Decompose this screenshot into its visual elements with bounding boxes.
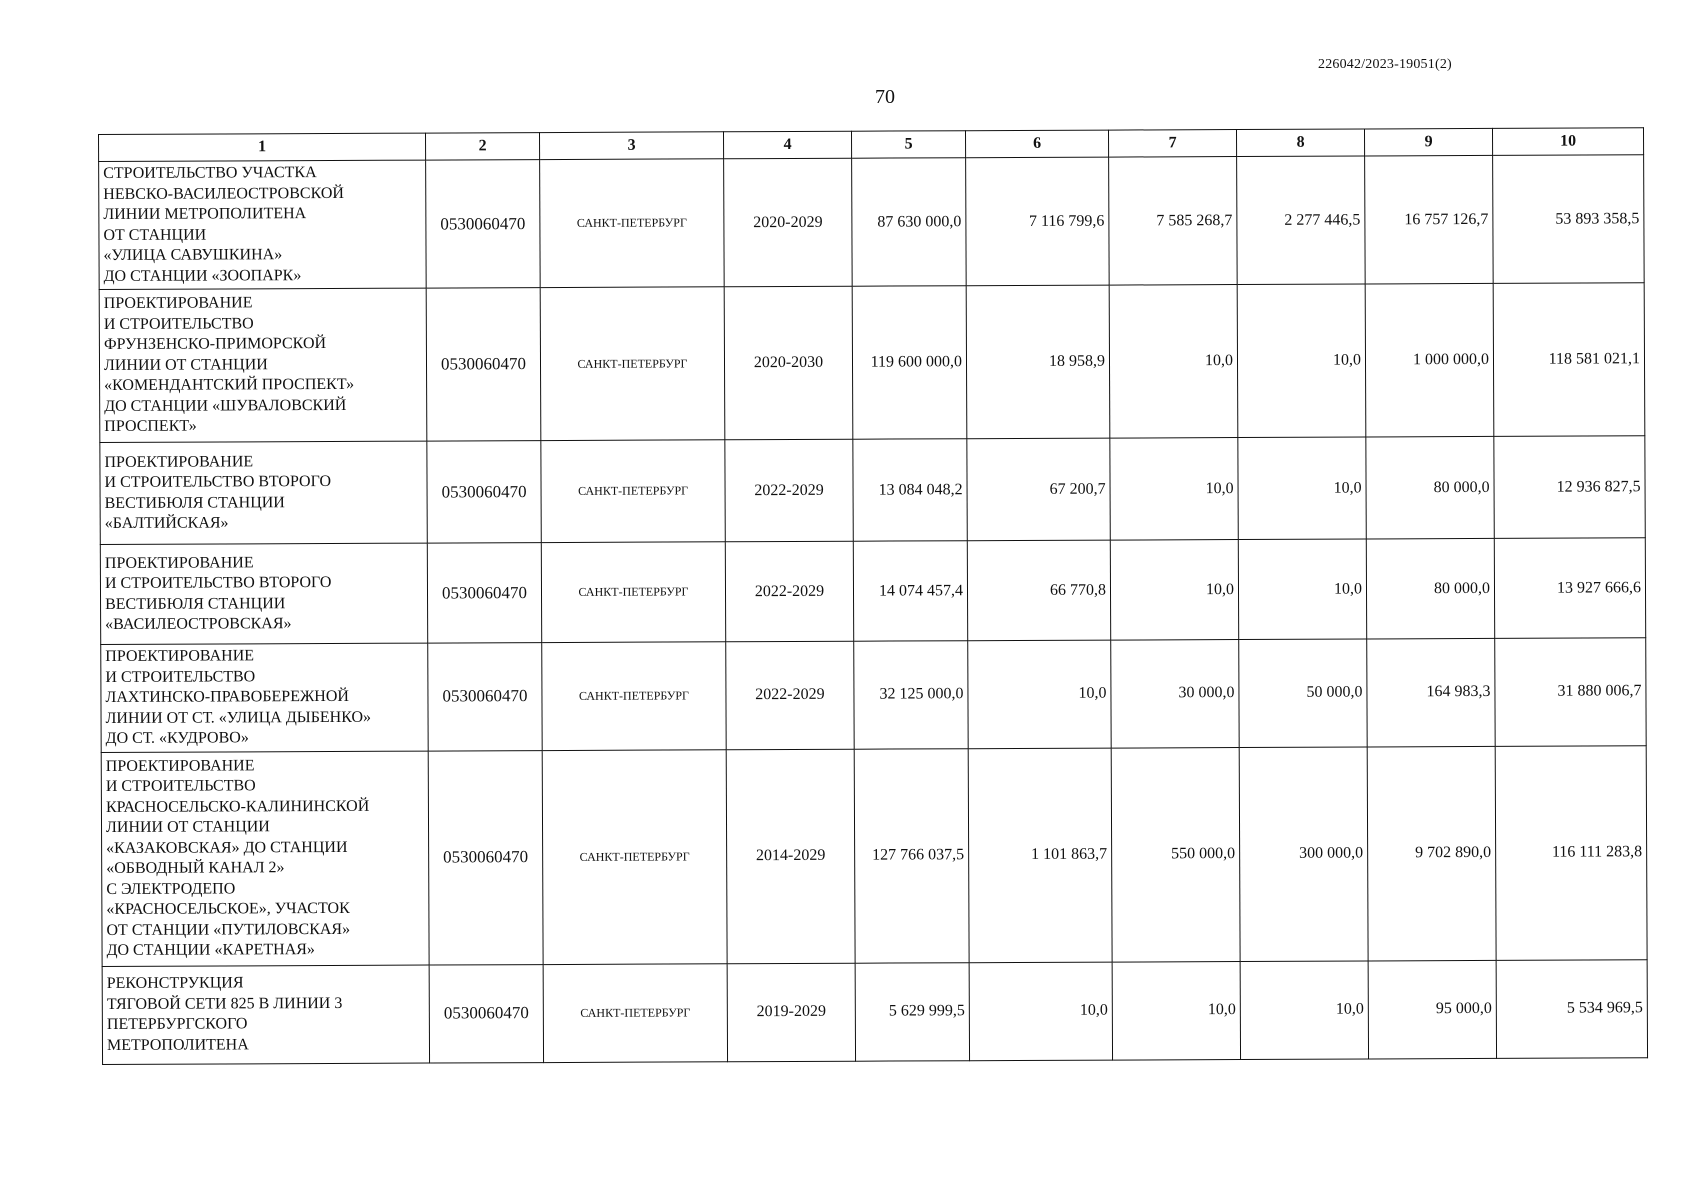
period-cell: 2022-2029 xyxy=(725,439,853,542)
table-row xyxy=(102,959,1647,1064)
value-cell: 10,0 xyxy=(1112,961,1240,1060)
region-cell: САНКТ-ПЕТЕРБУРГ xyxy=(542,749,727,964)
table-row xyxy=(100,436,1645,545)
value-cell: 300 000,0 xyxy=(1239,746,1368,961)
value-cell: 7 585 268,7 xyxy=(1109,157,1238,286)
value-cell: 116 111 283,8 xyxy=(1495,745,1647,960)
column-header: 4 xyxy=(723,131,851,159)
document-number: 226042/2023-19051(2) xyxy=(1318,57,1452,72)
value-cell: 18 958,9 xyxy=(966,285,1110,439)
column-header: 9 xyxy=(1364,128,1492,156)
table-row xyxy=(100,538,1645,645)
region-cell: САНКТ-ПЕТЕРБУРГ xyxy=(542,642,726,750)
value-cell: 87 630 000,0 xyxy=(852,158,967,286)
value-cell: 10,0 xyxy=(1240,960,1368,1059)
value-cell: 2 277 446,5 xyxy=(1237,156,1366,285)
value-cell: 1 000 000,0 xyxy=(1365,283,1494,437)
value-cell: 80 000,0 xyxy=(1366,538,1494,639)
column-header: 3 xyxy=(539,132,723,160)
value-cell: 95 000,0 xyxy=(1368,960,1496,1059)
code-cell: 0530060470 xyxy=(428,750,543,964)
value-cell: 13 927 666,6 xyxy=(1494,538,1645,639)
code-cell: 0530060470 xyxy=(426,288,541,441)
value-cell: 10,0 xyxy=(1110,540,1238,641)
value-cell: 118 581 021,1 xyxy=(1493,283,1645,437)
project-name-cell: ПРОЕКТИРОВАНИЕ И СТРОИТЕЛЬСТВО ВТОРОГО ВЕСТИБЮЛЯ СТАНЦИИ «ВАСИЛЕОСТРОВСКАЯ» xyxy=(100,543,427,644)
value-cell: 5 534 969,5 xyxy=(1496,959,1647,1058)
project-name-cell: СТРОИТЕЛЬСТВО УЧАСТКА НЕВСКО-ВАСИЛЕОСТРОВСКОЙ ЛИНИИ МЕТРОПОЛИТЕНА ОТ СТАНЦИИ «УЛИЦА САВУШКИНА» ДО СТАНЦИИ «ЗООПАРК» xyxy=(99,160,427,289)
table-row xyxy=(101,638,1646,752)
column-header: 6 xyxy=(965,130,1108,158)
period-cell: 2020-2030 xyxy=(724,286,853,440)
project-name-cell: ПРОЕКТИРОВАНИЕ И СТРОИТЕЛЬСТВО ФРУНЗЕНСКО-ПРИМОРСКОЙ ЛИНИИ ОТ СТАНЦИИ «КОМЕНДАНТСКИЙ ПРОСПЕКТ» ДО СТАНЦИИ «ШУВАЛОВСКИЙ ПРОСПЕКТ» xyxy=(99,288,427,442)
value-cell: 50 000,0 xyxy=(1239,639,1367,747)
table-row xyxy=(101,745,1647,966)
period-cell: 2020-2029 xyxy=(724,158,853,287)
region-cell: САНКТ-ПЕТЕРБУРГ xyxy=(540,287,725,441)
region-cell: САНКТ-ПЕТЕРБУРГ xyxy=(543,963,727,1062)
value-cell: 10,0 xyxy=(1110,438,1238,541)
column-header: 8 xyxy=(1236,129,1364,157)
column-header: 5 xyxy=(851,131,965,158)
period-cell: 2022-2029 xyxy=(725,541,853,642)
project-name-cell: ПРОЕКТИРОВАНИЕ И СТРОИТЕЛЬСТВО ВТОРОГО ВЕСТИБЮЛЯ СТАНЦИИ «БАЛТИЙСКАЯ» xyxy=(100,441,427,544)
code-cell: 0530060470 xyxy=(429,964,543,1062)
value-cell: 16 757 126,7 xyxy=(1365,155,1494,284)
project-name-cell: ПРОЕКТИРОВАНИЕ И СТРОИТЕЛЬСТВО КРАСНОСЕЛЬСКО-КАЛИНИНСКОЙ ЛИНИИ ОТ СТАНЦИИ «КАЗАКОВСКАЯ» ДО СТАНЦИИ «ОБВОДНЫЙ КАНАЛ 2» С ЭЛЕКТРОДЕПО «КРАСНОСЕЛЬСКОЕ», УЧАСТОК ОТ СТАНЦИИ «ПУТИЛОВСКАЯ» ДО СТАНЦИИ «КАРЕТНАЯ» xyxy=(101,751,429,966)
value-cell: 53 893 358,5 xyxy=(1493,155,1645,284)
value-cell: 9 702 890,0 xyxy=(1367,746,1496,961)
period-cell: 2014-2029 xyxy=(726,749,855,964)
data-table xyxy=(98,127,1648,1064)
value-cell: 127 766 037,5 xyxy=(854,748,969,962)
page-number: 70 xyxy=(875,86,895,108)
value-cell: 10,0 xyxy=(1109,285,1238,439)
column-header: 1 xyxy=(99,133,426,161)
value-cell: 10,0 xyxy=(1238,539,1366,640)
code-cell: 0530060470 xyxy=(427,441,541,543)
value-cell: 14 074 457,4 xyxy=(853,541,967,641)
column-header: 10 xyxy=(1492,128,1643,156)
value-cell: 67 200,7 xyxy=(967,438,1110,541)
value-cell: 30 000,0 xyxy=(1111,640,1239,748)
project-name-cell: РЕКОНСТРУКЦИЯ ТЯГОВОЙ СЕТИ 825 В ЛИНИИ 3 ПЕТЕРБУРГСКОГО МЕТРОПОЛИТЕНА xyxy=(102,965,429,1064)
region-cell: САНКТ-ПЕТЕРБУРГ xyxy=(540,159,725,288)
value-cell: 80 000,0 xyxy=(1366,436,1494,539)
value-cell: 164 983,3 xyxy=(1367,638,1495,746)
value-cell: 7 116 799,6 xyxy=(966,157,1110,286)
code-cell: 0530060470 xyxy=(428,643,542,751)
project-name-cell: ПРОЕКТИРОВАНИЕ И СТРОИТЕЛЬСТВО ЛАХТИНСКО-ПРАВОБЕРЕЖНОЙ ЛИНИИ ОТ СТ. «УЛИЦА ДЫБЕНКО» ДО СТ. «КУДРОВО» xyxy=(101,643,428,752)
table-row xyxy=(99,155,1645,290)
value-cell: 10,0 xyxy=(1237,284,1366,438)
value-cell: 10,0 xyxy=(969,962,1112,1061)
value-cell: 13 084 048,2 xyxy=(853,439,967,541)
value-cell: 1 101 863,7 xyxy=(968,748,1112,963)
value-cell: 31 880 006,7 xyxy=(1495,638,1646,746)
region-cell: САНКТ-ПЕТЕРБУРГ xyxy=(541,542,725,643)
value-cell: 12 936 827,5 xyxy=(1494,436,1645,539)
code-cell: 0530060470 xyxy=(426,160,541,288)
value-cell: 66 770,8 xyxy=(967,540,1110,641)
period-cell: 2022-2029 xyxy=(726,641,854,749)
period-cell: 2019-2029 xyxy=(727,963,855,1062)
column-header: 2 xyxy=(425,133,539,160)
table-row xyxy=(99,283,1645,443)
value-cell: 550 000,0 xyxy=(1111,747,1240,962)
region-cell: САНКТ-ПЕТЕРБУРГ xyxy=(541,440,725,543)
value-cell: 10,0 xyxy=(1238,437,1366,540)
value-cell: 5 629 999,5 xyxy=(855,962,969,1060)
code-cell: 0530060470 xyxy=(427,543,541,643)
value-cell: 32 125 000,0 xyxy=(854,641,968,749)
value-cell: 10,0 xyxy=(968,640,1111,748)
value-cell: 119 600 000,0 xyxy=(852,286,967,439)
column-header: 7 xyxy=(1108,130,1236,158)
